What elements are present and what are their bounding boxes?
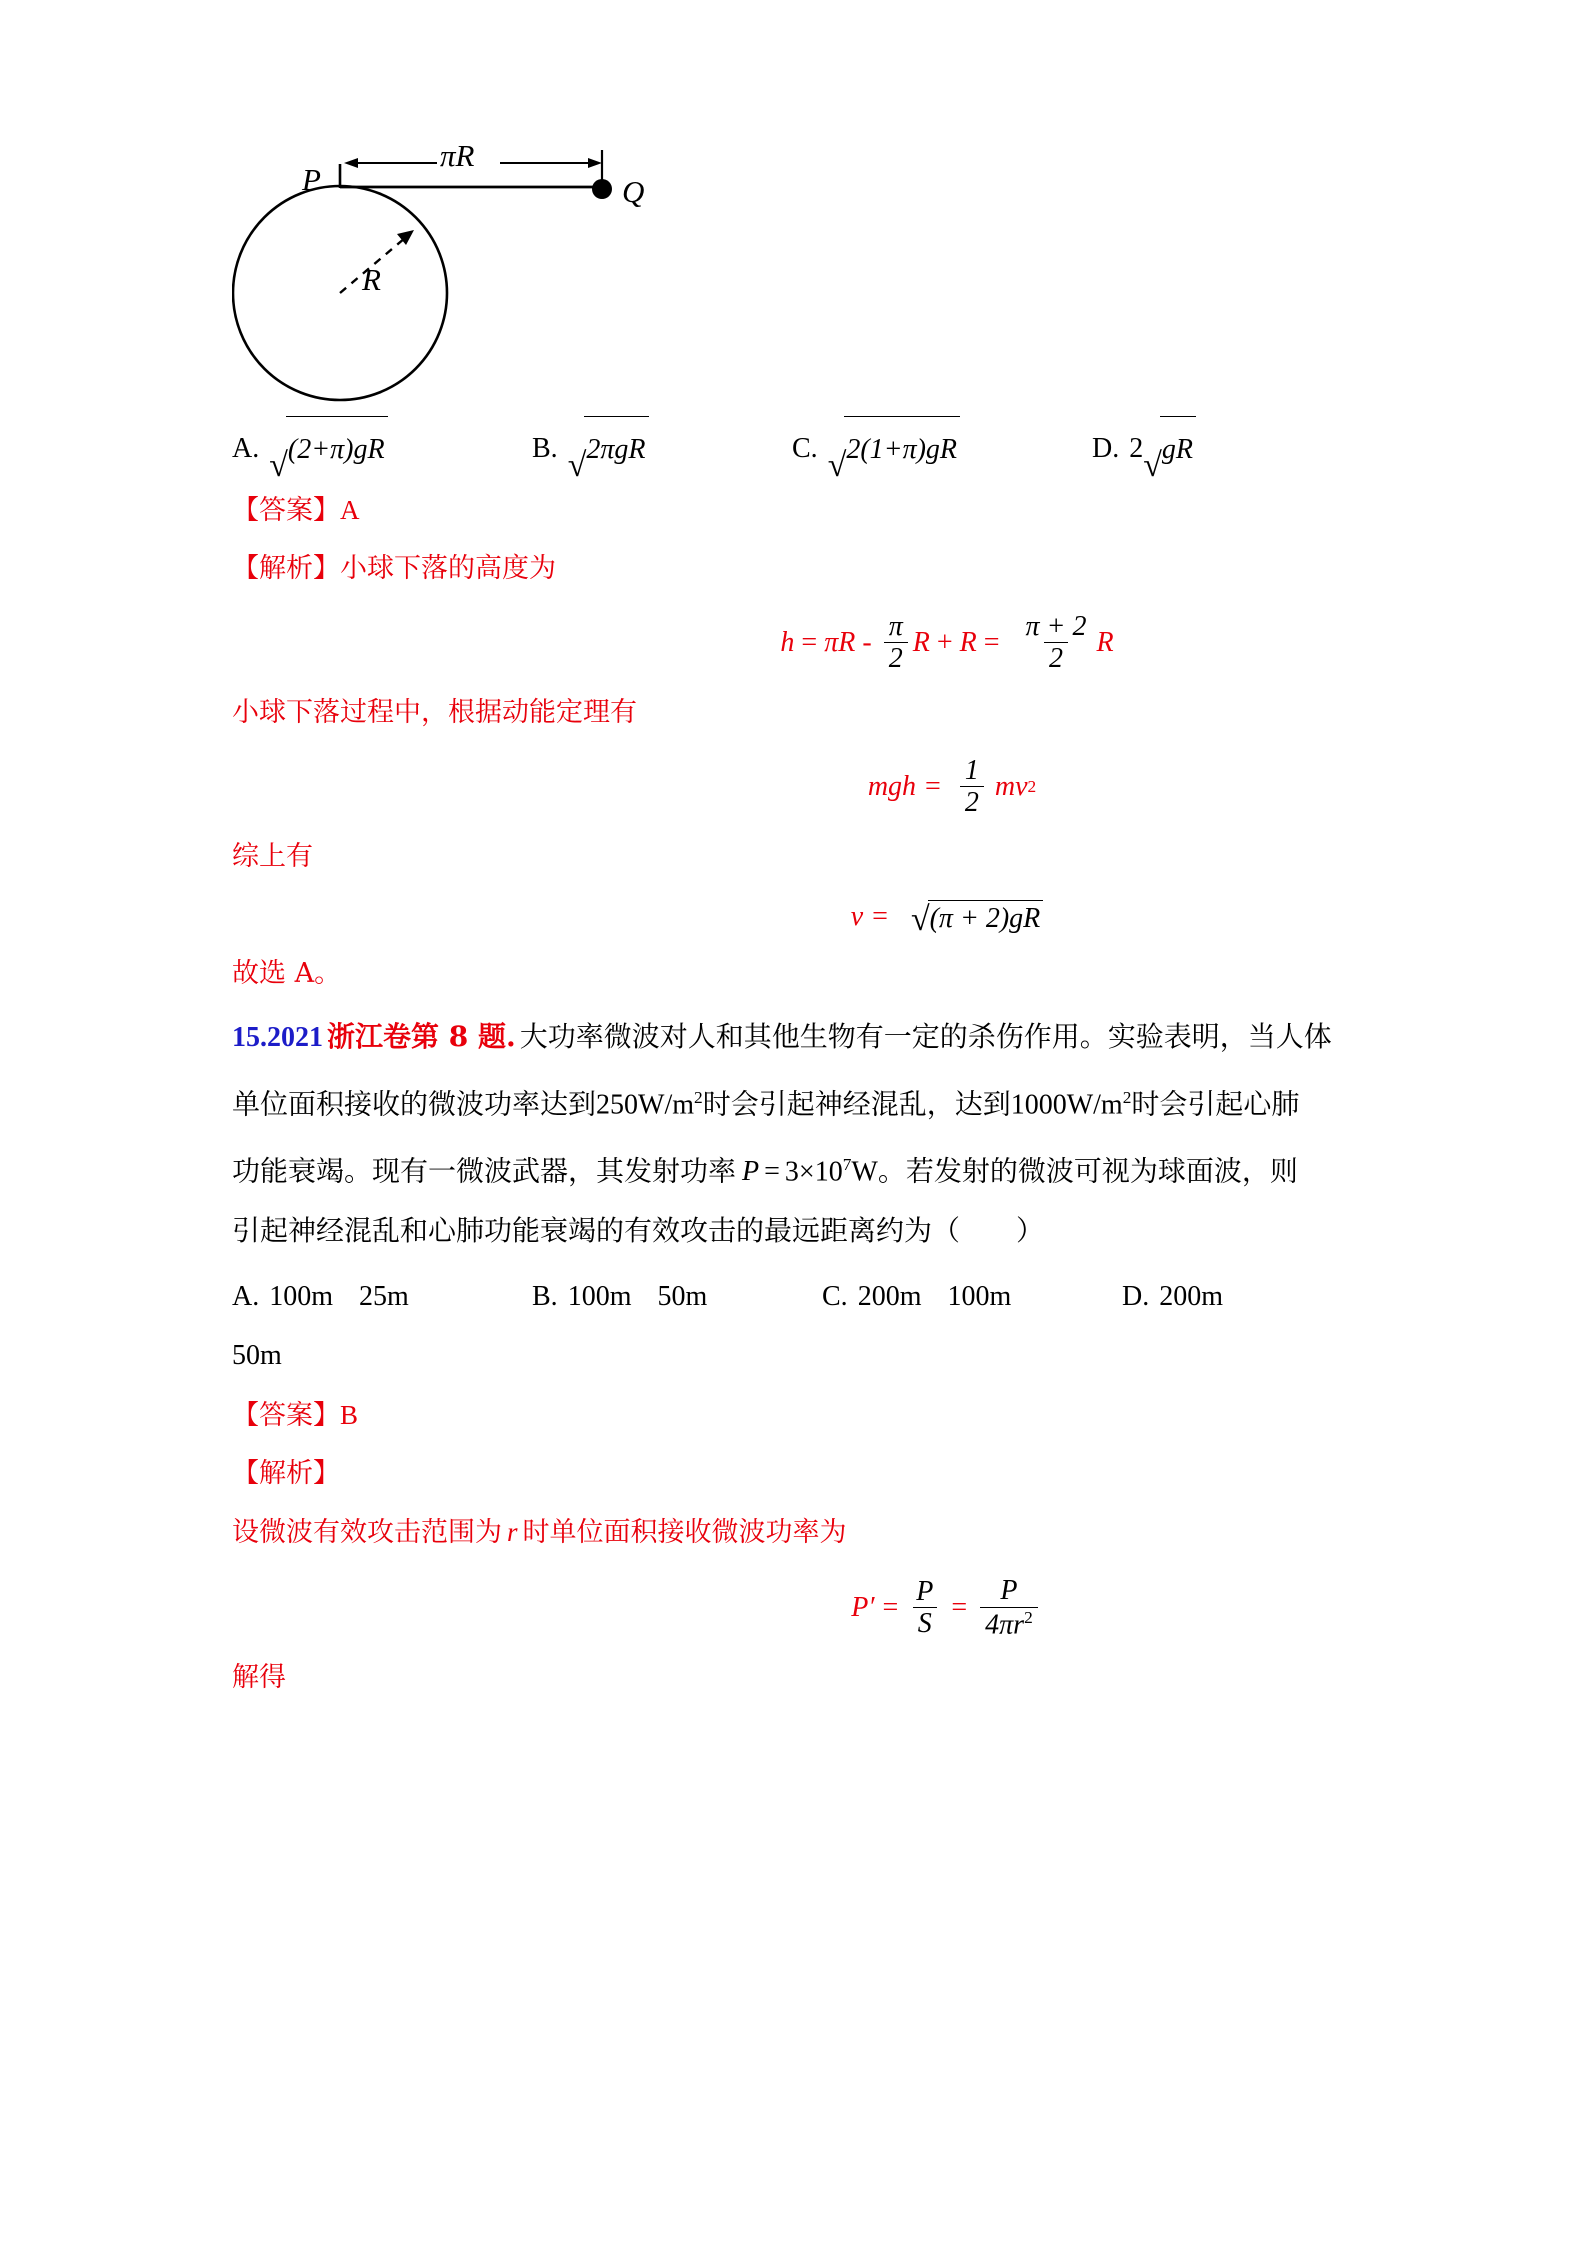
- q15-option-b-value1: 100m: [567, 1281, 632, 1313]
- q15-l2-value2-sup: 2: [1122, 1087, 1132, 1107]
- sqrt-icon: √: [567, 447, 587, 484]
- fp-frac1-den: S: [913, 1607, 937, 1638]
- q15-option-c[interactable]: [822, 1268, 1122, 1326]
- fp-frac2-num: P: [1000, 1575, 1018, 1607]
- q15-l2-b: 时会引起神经混乱，达到: [702, 1086, 1011, 1120]
- q15-l3-math-sup: 7: [842, 1154, 852, 1174]
- question15-number: 15.2021: [232, 1021, 323, 1053]
- fh-eq1: =: [801, 626, 818, 658]
- option-c-radicand: 2(1+π)gR: [844, 416, 960, 481]
- fp-frac1-num: P: [916, 1575, 934, 1607]
- fp-frac2-den-sup: 2: [1024, 1607, 1033, 1627]
- sqrt-icon: √: [1143, 447, 1162, 484]
- physics-figure: [232, 138, 1362, 410]
- question14-conclusion: 故选 A。: [232, 957, 342, 989]
- fe-frac-num: 1: [964, 754, 979, 786]
- q15-l3-math-lhs: P: [742, 1156, 760, 1188]
- fh-term1: πR: [824, 626, 856, 658]
- formula-height-expression: [780, 612, 1113, 674]
- q15-option-a-label: A.: [232, 1281, 260, 1313]
- figure-label-q: Q: [622, 174, 645, 209]
- q15-option-c-label: C.: [822, 1281, 848, 1313]
- fe-lhs: mgh: [867, 770, 917, 802]
- q15-answer-label: 【答案】: [232, 1400, 340, 1432]
- arrowhead-left-icon: [344, 158, 358, 168]
- question15-options: [232, 1268, 1362, 1326]
- fh-frac2-den: 2: [1044, 642, 1068, 673]
- option-d-label: D.: [1092, 432, 1120, 464]
- question15-answer-row: [232, 1386, 1362, 1445]
- option-a-label: A.: [232, 432, 260, 464]
- q15-option-a[interactable]: [232, 1268, 532, 1326]
- question14-answer-row: [232, 481, 1362, 540]
- q15-an-var: r: [507, 1517, 518, 1548]
- fp-frac2-den-base: 4πr: [985, 1608, 1025, 1640]
- question15-options-wrap: 50m: [232, 1340, 282, 1372]
- option-c[interactable]: [792, 416, 1092, 484]
- fe-eq: =: [925, 770, 941, 802]
- q15-option-d-label: D.: [1122, 1281, 1150, 1313]
- fh-frac1-num: π: [888, 611, 903, 642]
- fv-lhs: v: [850, 901, 864, 933]
- option-a-expression: [269, 416, 387, 484]
- question15-source: 浙江卷第 8 题.: [327, 1019, 516, 1053]
- analysis-label: 【解析】: [232, 553, 340, 584]
- fp-frac2-den: [980, 1607, 1038, 1640]
- answer-label: 【答案】: [232, 495, 340, 526]
- formula-height: [232, 612, 1362, 674]
- fh-plus: +: [936, 626, 953, 658]
- q15-l3-a: 功能衰竭。现有一微波武器，其发射功率: [232, 1154, 737, 1188]
- fh-frac1-den: 2: [884, 642, 908, 673]
- q15-option-a-value1: 100m: [269, 1281, 334, 1313]
- page-content: [232, 138, 1362, 1707]
- figure-label-p: P: [302, 162, 321, 197]
- option-a[interactable]: [232, 416, 532, 484]
- fp-eq1: =: [882, 1591, 899, 1623]
- question15-stem-line3: [232, 1135, 1362, 1202]
- option-b-expression: [567, 416, 649, 484]
- q15-option-c-value2: 100m: [947, 1281, 1012, 1313]
- question15-stem-text1: 大功率微波对人和其他生物有一定的杀伤作用。实验表明，当人体: [519, 1019, 1332, 1053]
- q15-option-b[interactable]: [532, 1268, 822, 1326]
- fv-radicand: (π + 2)gR: [928, 900, 1044, 935]
- fe-frac-den: 2: [960, 786, 984, 817]
- arrowhead-right-icon: [588, 158, 602, 168]
- q15-l3-b: 。若发射的微波可视为球面波，则: [877, 1154, 1298, 1188]
- q15-option-d[interactable]: [1122, 1268, 1223, 1326]
- question14-kinetic-text: 小球下落过程中，根据动能定理有: [232, 696, 637, 728]
- fh-eq2: =: [983, 626, 1000, 658]
- q15-an-b: 时单位面积接收微波功率为: [522, 1517, 847, 1549]
- answer-value: A: [340, 495, 360, 525]
- formula-energy: [232, 756, 1362, 818]
- ball-dot: [592, 179, 612, 199]
- fe-rhs: mv: [994, 770, 1028, 802]
- option-d-expression: [1129, 416, 1196, 484]
- option-d[interactable]: [1092, 416, 1196, 484]
- question15-solve-text: 解得: [232, 1662, 286, 1694]
- formula-power-density: [232, 1576, 1362, 1639]
- fh-frac2-tail: R: [1096, 626, 1114, 658]
- q15-l2-value1: 250W/m: [596, 1088, 695, 1120]
- question15-analysis-line1: [232, 1503, 1362, 1562]
- figure-label-pi-r: πR: [440, 138, 475, 173]
- option-b-label: B.: [532, 432, 558, 464]
- formula-velocity-expression: [850, 900, 1044, 938]
- q15-l2-value1-sup: 2: [694, 1087, 703, 1107]
- fp-prime: ′: [868, 1591, 875, 1623]
- question14-analysis-row: [232, 540, 1362, 598]
- question14-options: [232, 416, 1362, 484]
- sqrt-icon: √: [827, 447, 847, 484]
- fp-lhs: P: [851, 1591, 869, 1623]
- q15-option-b-label: B.: [532, 1281, 558, 1313]
- q15-l2-c: 时会引起心肺: [1131, 1086, 1300, 1120]
- analysis-intro: 小球下落的高度为: [340, 553, 556, 584]
- fh-term2: R: [959, 626, 977, 658]
- formula-power-expression: [851, 1576, 1043, 1639]
- option-d-radicand: gR: [1160, 416, 1196, 481]
- q15-l2-value2: 1000W/m: [1010, 1088, 1123, 1120]
- option-b-radicand: 2πgR: [584, 416, 648, 481]
- formula-energy-expression: [868, 756, 1036, 818]
- question15-stem-line1: [232, 1007, 1362, 1068]
- q15-option-b-value2: 50m: [657, 1281, 708, 1313]
- option-d-prefix: 2: [1129, 432, 1144, 464]
- fh-frac1-tail: R: [912, 626, 930, 658]
- q15-option-a-value2: 25m: [359, 1281, 409, 1313]
- question14-summary-text: 综上有: [232, 840, 313, 872]
- q15-an-a: 设微波有效攻击范围为: [232, 1517, 502, 1549]
- option-b[interactable]: [532, 416, 792, 484]
- q15-l3-math-val: 3×10: [784, 1156, 843, 1188]
- fh-frac2-num: π + 2: [1025, 611, 1087, 642]
- question15-stem-line2: [232, 1068, 1362, 1135]
- question15-analysis-label: 【解析】: [232, 1458, 340, 1490]
- fv-eq: =: [872, 901, 888, 933]
- q15-l3-math-unit: W: [851, 1156, 878, 1188]
- q15-l3-math-eq: =: [764, 1156, 780, 1188]
- sqrt-icon: √: [269, 447, 288, 484]
- fp-eq2: =: [951, 1591, 968, 1623]
- fe-rhs-sup: 2: [1027, 776, 1037, 796]
- formula-velocity: [232, 900, 1362, 938]
- fh-lhs: h: [780, 626, 795, 658]
- figure-label-radius: R: [362, 262, 381, 297]
- sqrt-icon: √: [910, 900, 930, 938]
- question15-stem-line4: 引起神经混乱和心肺功能衰竭的有效攻击的最远距离约为（ ）: [232, 1216, 1045, 1248]
- q15-l2-a: 单位面积接收的微波功率达到: [232, 1086, 597, 1120]
- option-c-label: C.: [792, 432, 818, 464]
- option-a-radicand: (2+π)gR: [286, 416, 388, 481]
- q15-option-d-value1: 200m: [1159, 1281, 1224, 1313]
- q15-answer-value: B: [340, 1400, 359, 1431]
- option-c-expression: [827, 416, 960, 484]
- fh-minus: -: [862, 626, 872, 658]
- q15-option-c-value1: 200m: [857, 1281, 922, 1313]
